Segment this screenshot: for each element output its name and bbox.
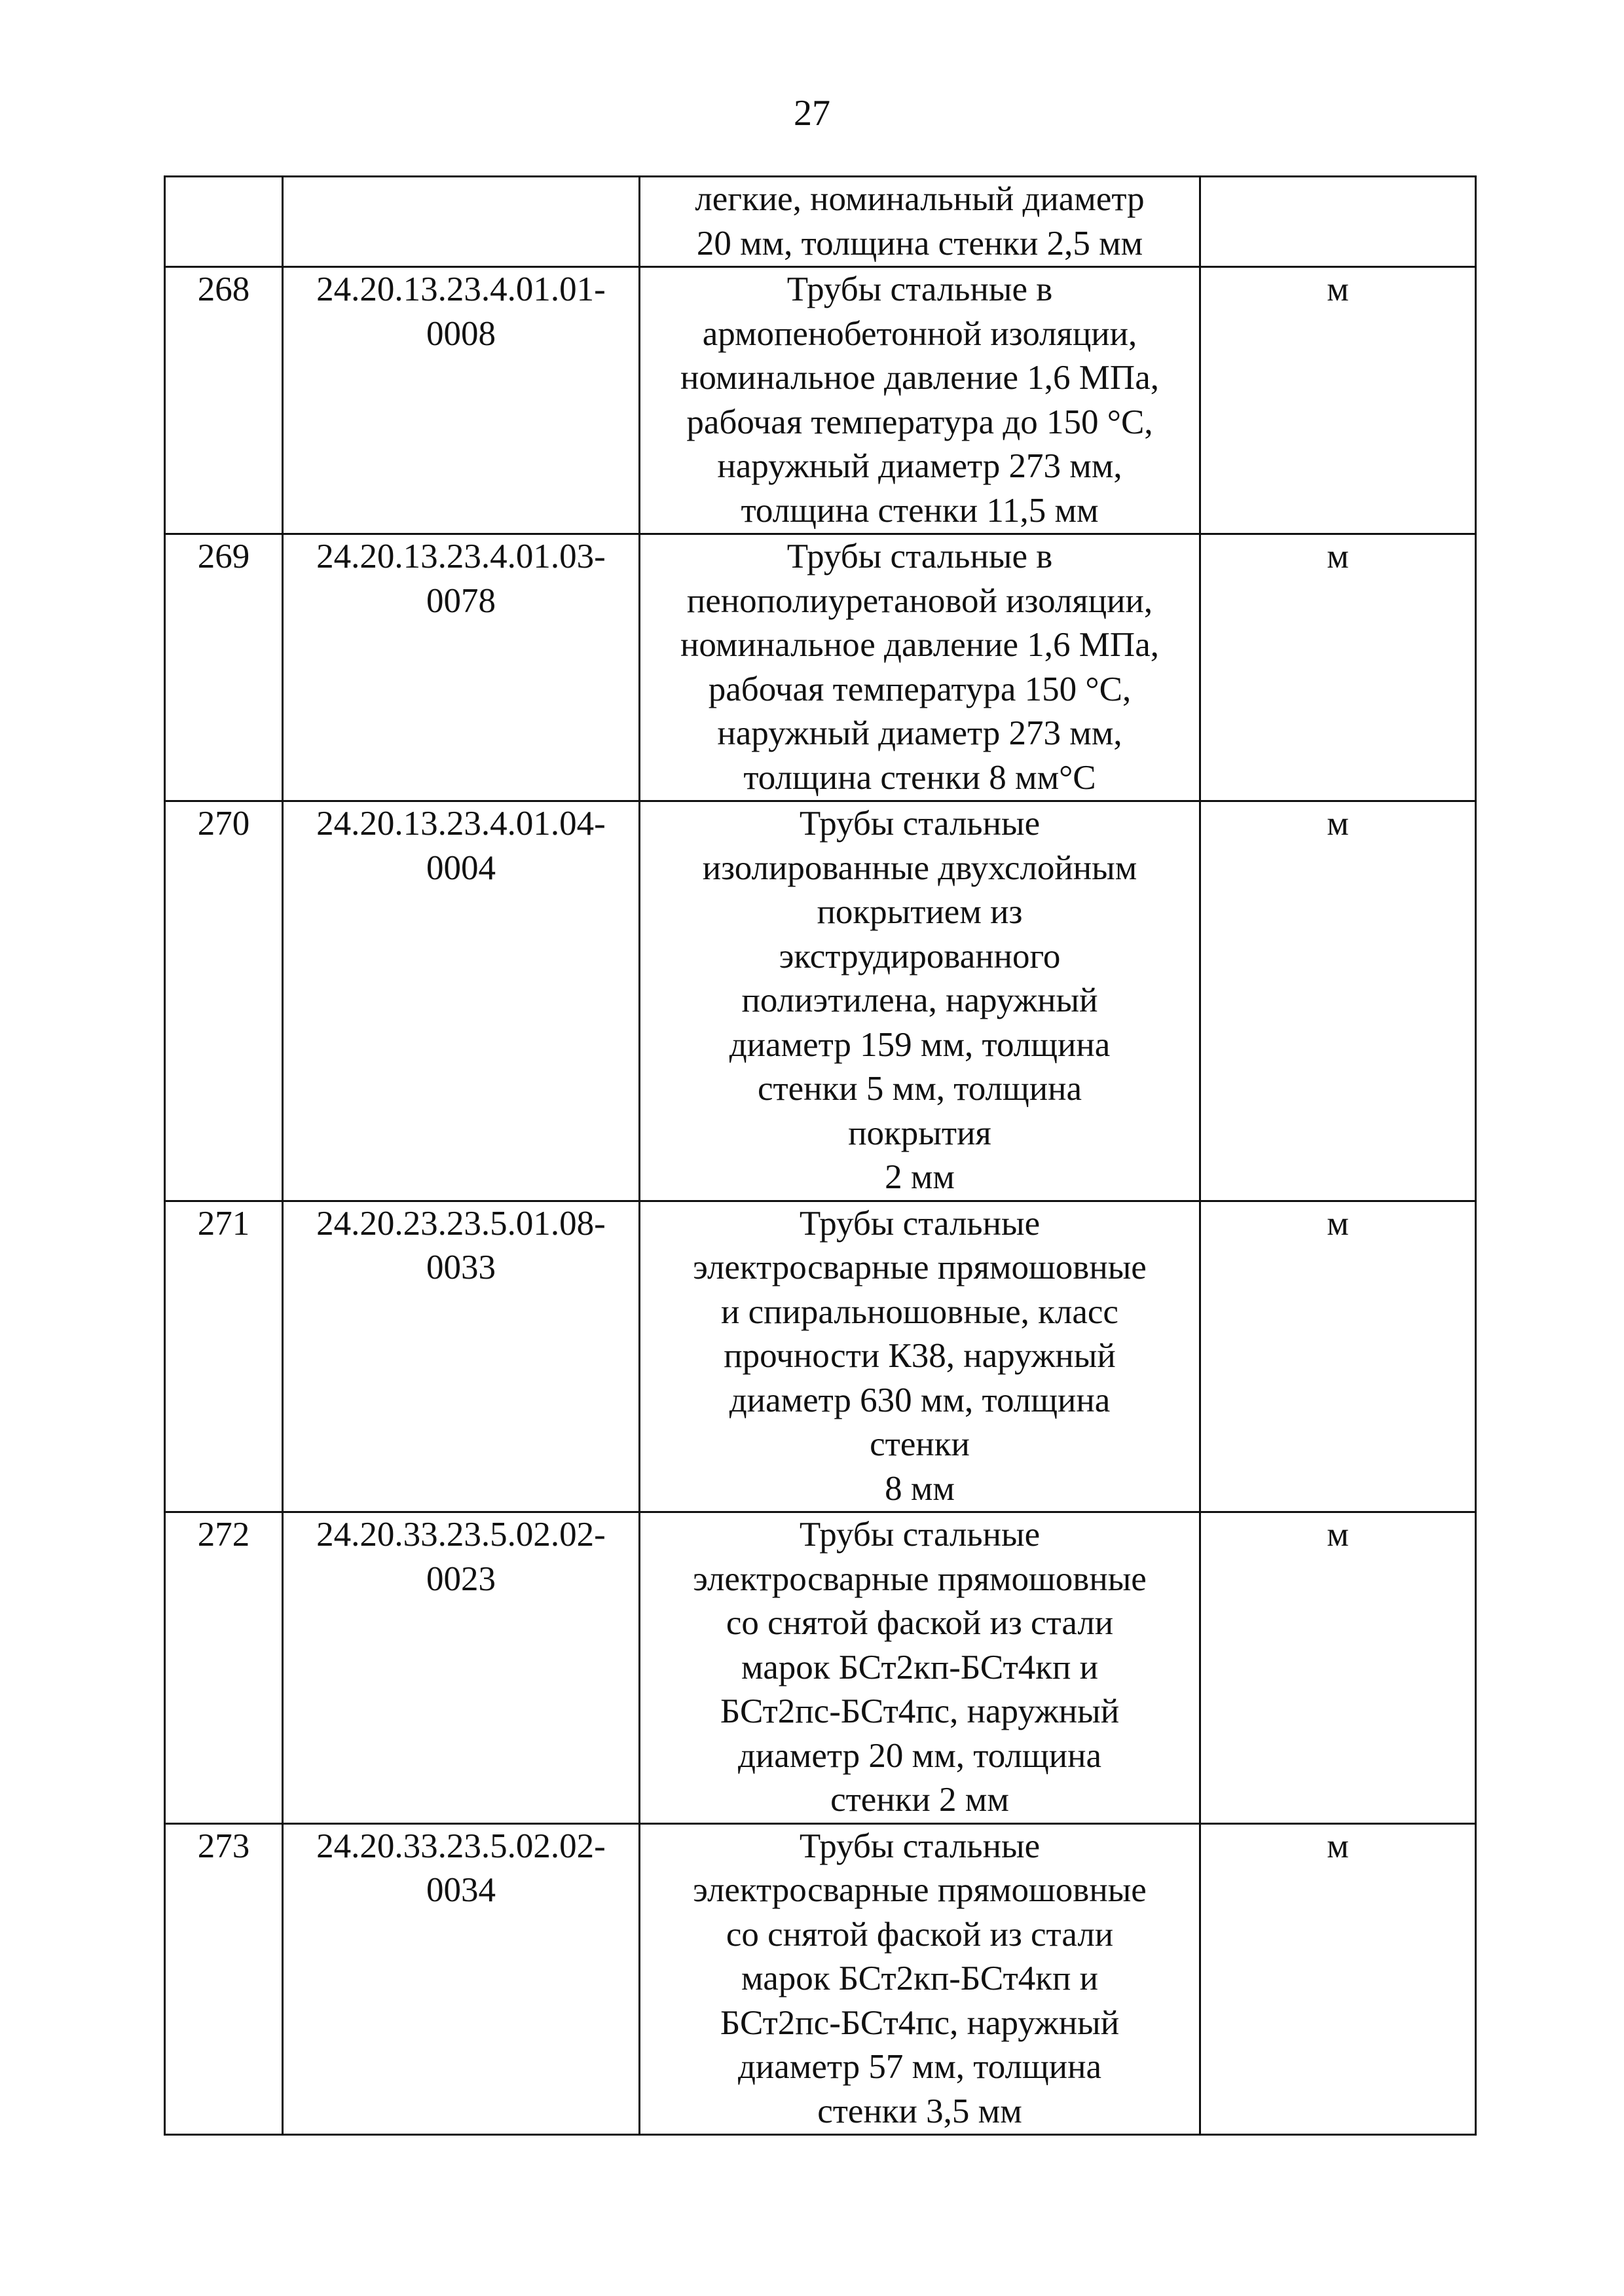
resource-name xyxy=(640,534,1200,801)
resource-name-line: Трубы стальные xyxy=(799,805,1041,843)
resource-name-line: стенки 2 мм xyxy=(830,1781,1009,1819)
resource-name-line: рабочая температура 150 °С, xyxy=(708,670,1132,708)
unit-of-measure: м xyxy=(1200,801,1476,1201)
resource-name-line: рабочая температура до 150 °С, xyxy=(686,403,1153,441)
resource-code-line: 0008 xyxy=(426,314,496,353)
resource-name-line: Трубы стальные xyxy=(799,1204,1041,1243)
row-number: 272 xyxy=(165,1512,283,1824)
resource-name-line: Трубы стальные xyxy=(799,1516,1041,1554)
unit-of-measure: м xyxy=(1200,1823,1476,2135)
resource-code-line: 0023 xyxy=(426,1559,496,1598)
resource-code xyxy=(283,1201,640,1512)
resource-name-line: 2 мм xyxy=(885,1158,955,1196)
resource-name-line: номинальное давление 1,6 МПа, xyxy=(680,626,1159,664)
resource-name-line: наружный диаметр 273 мм, xyxy=(717,447,1122,485)
resource-name xyxy=(640,1512,1200,1824)
table-row xyxy=(165,534,1476,801)
resource-name-line: со снятой фаской из стали xyxy=(726,1915,1114,1954)
resource-code xyxy=(283,1823,640,2135)
resource-name-line: экструдированного xyxy=(779,937,1061,975)
unit-of-measure: м xyxy=(1200,267,1476,534)
resource-name xyxy=(640,267,1200,534)
table-row xyxy=(165,177,1476,267)
resource-code-line: 0034 xyxy=(426,1871,496,1909)
table-row xyxy=(165,801,1476,1201)
row-number xyxy=(165,177,283,267)
resource-name-line: полиэтилена, наружный xyxy=(741,981,1098,1019)
resource-name xyxy=(640,1823,1200,2135)
resource-name-line: стенки 3,5 мм xyxy=(817,2092,1022,2130)
resource-name-line: наружный диаметр 273 мм, xyxy=(717,714,1122,752)
resource-name-line: диаметр 630 мм, толщина xyxy=(729,1381,1111,1419)
table-row xyxy=(165,1201,1476,1512)
resource-name-line: со снятой фаской из стали xyxy=(726,1604,1114,1642)
resource-name-line: электросварные прямошовные xyxy=(693,1871,1147,1909)
resource-name-line: номинальное давление 1,6 МПа, xyxy=(680,359,1159,397)
resource-name-line: толщина стенки 11,5 мм xyxy=(741,491,1099,530)
resource-name-line: легкие, номинальный диаметр xyxy=(695,180,1145,218)
resource-name-line: Трубы стальные в xyxy=(786,538,1053,575)
resource-code-line: 24.20.13.23.4.01.03- xyxy=(316,538,606,575)
resource-name-line: БСт2пс-БСт4пс, наружный xyxy=(720,1692,1120,1730)
resource-code xyxy=(283,177,640,267)
resource-name-line: пенополиуретановой изоляции, xyxy=(686,581,1153,620)
resource-name-line: и спиральношовные, класс xyxy=(721,1292,1118,1331)
resource-name-line: марок БСт2кп-БСт4кп и xyxy=(741,1959,1098,1997)
resource-name xyxy=(640,1201,1200,1512)
materials-table xyxy=(164,175,1477,2136)
unit-of-measure xyxy=(1200,177,1476,267)
resource-name-line: электросварные прямошовные xyxy=(693,1559,1147,1598)
unit-of-measure: м xyxy=(1200,1512,1476,1824)
table-body xyxy=(165,177,1476,2135)
resource-code xyxy=(283,267,640,534)
resource-name-line: прочности К38, наружный xyxy=(724,1337,1116,1375)
resource-name-line: 8 мм xyxy=(885,1469,955,1508)
resource-code-line xyxy=(284,222,638,266)
row-number: 270 xyxy=(165,801,283,1201)
resource-name-line: покрытия xyxy=(848,1114,991,1152)
resource-code xyxy=(283,1512,640,1824)
resource-code-line: 0004 xyxy=(426,848,496,887)
resource-code-line: 24.20.33.23.5.02.02- xyxy=(316,1827,606,1865)
table-row xyxy=(165,267,1476,534)
resource-name-line: армопенобетонной изоляции, xyxy=(702,314,1137,353)
unit-of-measure: м xyxy=(1200,534,1476,801)
resource-code-line xyxy=(284,177,638,222)
table-row xyxy=(165,1823,1476,2135)
resource-name-line: Трубы стальные в xyxy=(786,270,1053,308)
resource-name-line: покрытием из xyxy=(817,893,1023,931)
row-number: 269 xyxy=(165,534,283,801)
resource-code xyxy=(283,801,640,1201)
row-number: 271 xyxy=(165,1201,283,1512)
resource-name xyxy=(640,177,1200,267)
table-row xyxy=(165,1512,1476,1824)
resource-name-line: стенки 5 мм, толщина xyxy=(757,1070,1082,1108)
resource-name-line: марок БСт2кп-БСт4кп и xyxy=(741,1648,1098,1686)
resource-code xyxy=(283,534,640,801)
unit-of-measure: м xyxy=(1200,1201,1476,1512)
resource-code-line: 24.20.13.23.4.01.04- xyxy=(316,805,606,843)
resource-name-line: диаметр 57 мм, толщина xyxy=(737,2048,1102,2086)
resource-name-line: 20 мм, толщина стенки 2,5 мм xyxy=(696,224,1143,263)
resource-code-line: 24.20.33.23.5.02.02- xyxy=(316,1516,606,1554)
resource-name-line: Трубы стальные xyxy=(799,1827,1041,1865)
resource-name-line: изолированные двухслойным xyxy=(702,848,1137,887)
resource-name-line: толщина стенки 8 мм°С xyxy=(743,758,1096,797)
resource-code-line: 0033 xyxy=(426,1248,496,1286)
resource-code-line: 0078 xyxy=(426,581,496,620)
row-number: 268 xyxy=(165,267,283,534)
page-number: 27 xyxy=(794,93,830,134)
resource-code-line: 24.20.23.23.5.01.08- xyxy=(316,1204,606,1243)
resource-name-line: электросварные прямошовные xyxy=(693,1248,1147,1286)
resource-name-line: диаметр 20 мм, толщина xyxy=(737,1736,1102,1775)
resource-name-line: диаметр 159 мм, толщина xyxy=(729,1025,1111,1064)
resource-name-line: стенки xyxy=(870,1425,970,1463)
resource-name-line: БСт2пс-БСт4пс, наружный xyxy=(720,2003,1120,2042)
row-number: 273 xyxy=(165,1823,283,2135)
resource-code-line: 24.20.13.23.4.01.01- xyxy=(316,270,606,308)
resource-name xyxy=(640,801,1200,1201)
